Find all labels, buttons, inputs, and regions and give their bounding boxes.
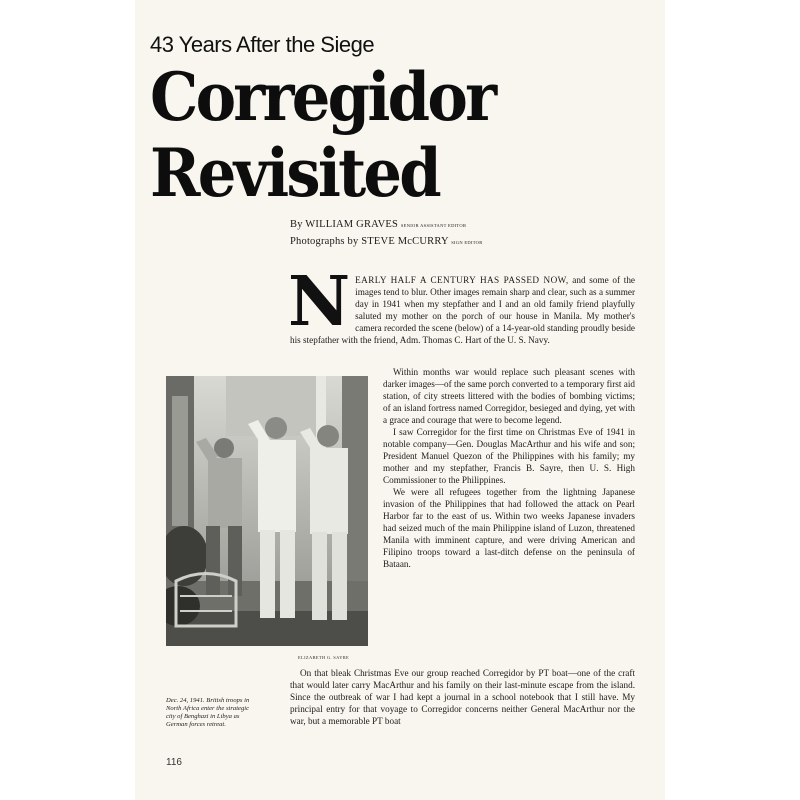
body-paragraph: Within months war would replace such pleasant scenes with darker images—of the same porch converted to a temporary first aid station, of city streets littered with the bodies of bombing victims; of an island fortress named Corregidor, besieged and dying, yet with a grace and courage that were to become legend.	[383, 367, 635, 425]
article-right-column	[383, 366, 635, 570]
body-paragraph: I saw Corregidor for the first time on Christmas Eve of 1941 in notable company—Gen. Douglas MacArthur and his wife and son; President Manuel Quezon of the Philippines with his family; my mother and my stepfather, Francis B. Sayre, then U. S. High Commissioner to the Philippines.	[383, 427, 635, 485]
page-number: 116	[166, 757, 182, 768]
article-bottom-column	[290, 667, 635, 727]
lead-paragraph-text: and some of the images tend to blur. Other images remain sharp and clear, such as a summer day in 1941 when my stepfather and I and an old family friend playfully saluted my mother on the porch of our house in Manila. My mother's camera recorded the scene (below) of a 14-year-old standing proudly beside his stepfather with the friend, Adm. Thomas C. Hart of the U. S. Navy.	[290, 275, 635, 345]
article-title-line-1: Corregidor	[150, 58, 495, 136]
photographer-name: STEVE McCURRY	[361, 236, 449, 247]
article-lead-paragraph	[288, 262, 635, 346]
lead-caps-text: EARLY HALF A CENTURY HAS PASSED NOW,	[355, 275, 569, 285]
author-name: WILLIAM GRAVES	[305, 219, 399, 230]
drop-cap: N	[288, 262, 351, 342]
photographer-byline	[290, 236, 483, 247]
photo-caption: Dec. 24, 1941. British troops in North Africa enter the strategic city of Benghazi in Libya as German forces retreat.	[166, 697, 250, 728]
body-paragraph: On that bleak Christmas Eve our group reached Corregidor by PT boat—one of the craft that would later carry MacArthur and his family on their last-minute escape from the island. Since the outbreak of war I had kept a journal in a school notebook that I still have. My principal entry for that voyage to Corregidor concerns neither General MacArthur nor the war, but a memorable PT boat	[290, 668, 635, 726]
article-kicker: 43 Years After the Siege	[150, 32, 375, 57]
photographer-role: SIGN EDITOR	[451, 240, 483, 245]
author-prefix: By	[290, 219, 303, 230]
photo-illustration	[166, 376, 368, 646]
article-title-line-2: Revisited	[150, 134, 439, 212]
historic-photo	[166, 376, 368, 646]
author-byline	[290, 219, 466, 230]
photographer-prefix: Photographs by	[290, 236, 359, 247]
body-paragraph: We were all refugees together from the lightning Japanese invasion of the Philippines that had followed the attack on Pearl Harbor far to the east of us. Within two weeks Japanese invaders had seized much of the main Philippine island of Luzon, threatened Manila with imminent capture, and were driving American and Filipino troops toward a last-ditch defense on the peninsula of Bataan.	[383, 487, 635, 569]
photo-credit: ELIZABETH G. SAYRE	[298, 655, 350, 660]
author-role: SENIOR ASSISTANT EDITOR	[400, 223, 467, 228]
